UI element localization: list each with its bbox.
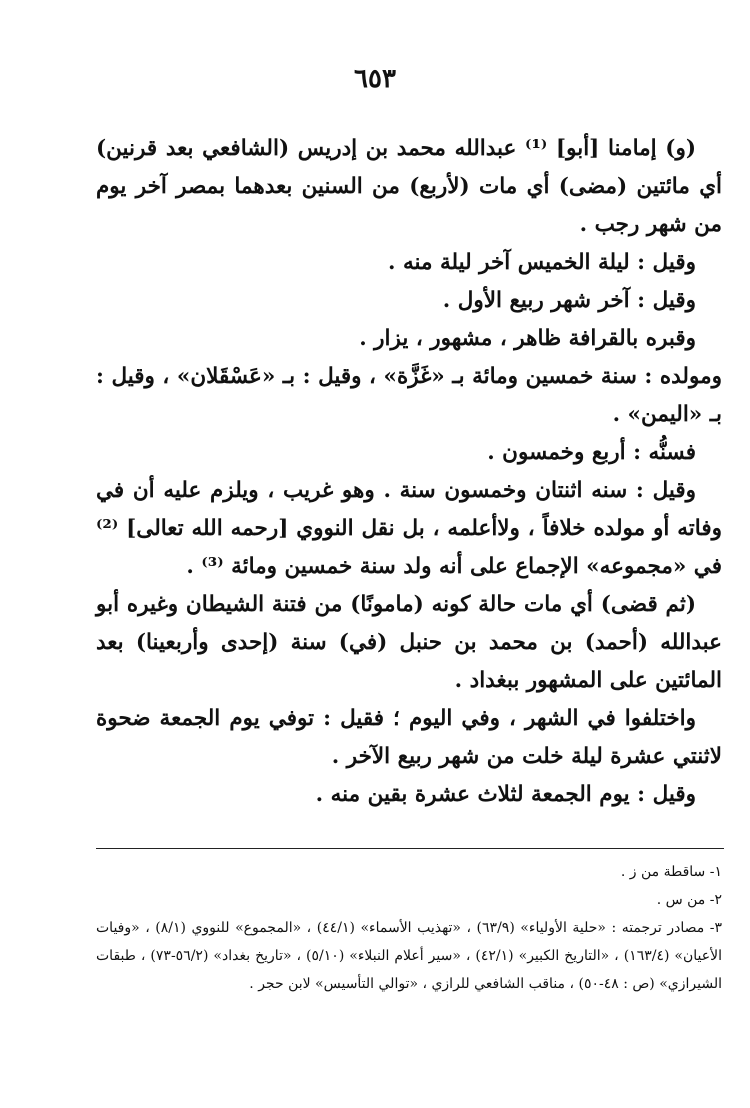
- footnote: ٢- من س .: [656, 892, 722, 908]
- footnote: ١- ساقطة من ز .: [620, 864, 722, 880]
- paragraph: (ثم قضى) أي مات حالة كونه (مامونًا) من فتنة الشيطان وغيره أبو عبدالله (أحمد) بن محمد بن حنبل (في) سنة (إحدى وأربعينا) بعد المائتين على المشهور ببغداد .: [96, 592, 722, 693]
- paragraph: فسنُّه : أربع وخمسون .: [487, 440, 696, 465]
- paragraph: ومولده : سنة خمسين ومائة بـ «غَزَّة» ، وقيل : بـ «عَسْقَلان» ، وقيل : بـ «اليمن» .: [96, 364, 722, 427]
- paragraph: وقيل : ليلة الخميس آخر ليلة منه .: [387, 250, 696, 275]
- footnotes: [96, 858, 722, 998]
- paragraph: وقيل : آخر شهر ربيع الأول .: [442, 288, 696, 313]
- footnote-divider: [96, 848, 724, 849]
- paragraph: (و) إمامنا [أبو] ⁽¹⁾ عبدالله محمد بن إدريس (الشافعي بعد قرنين) أي مائتين (مضى) أي مات (لأربع) من السنين بعدهما بمصر آخر يوم من شهر رجب .: [96, 136, 722, 237]
- paragraph: وقيل : يوم الجمعة لثلاث عشرة بقين منه .: [315, 782, 696, 807]
- main-text: [96, 130, 722, 814]
- paragraph: واختلفوا في الشهر ، وفي اليوم ؛ فقيل : توفي يوم الجمعة ضحوة لاثنتي عشرة ليلة خلت من شهر ربيع الآخر .: [96, 706, 722, 769]
- footnote: ٣- مصادر ترجمته : «حلية الأولياء» (٦٣/٩) ، «تهذيب الأسماء» (٤٤/١) ، «المجموع» للنووي (٨/١) ، «وفيات الأعيان» (١٦٣/٤) ، «التاريخ الكبير» (٤٢/١) ، «سير أعلام النبلاء» (٥/١٠) ، «تاريخ بغداد» (٥٦/٢-٧٣) ، طبقات الشيرازي» (ص : ٤٨-٥٠) ، مناقب الشافعي للرازي ، «توالي التأسيس» لابن حجر .: [96, 920, 723, 992]
- paragraph: وقبره بالقرافة ظاهر ، مشهور ، يزار .: [359, 326, 696, 351]
- page-number: ٦٥٣: [354, 64, 396, 94]
- paragraph: وقيل : سنه اثنتان وخمسون سنة . وهو غريب ، ويلزم عليه أن في وفاته أو مولده خلافاً ، ولاأعلمه ، بل نقل النووي [رحمه الله تعالى] ⁽²⁾ في «مجموعه» الإجماع على أنه ولد سنة خمسين ومائة ⁽³⁾ .: [96, 478, 722, 579]
